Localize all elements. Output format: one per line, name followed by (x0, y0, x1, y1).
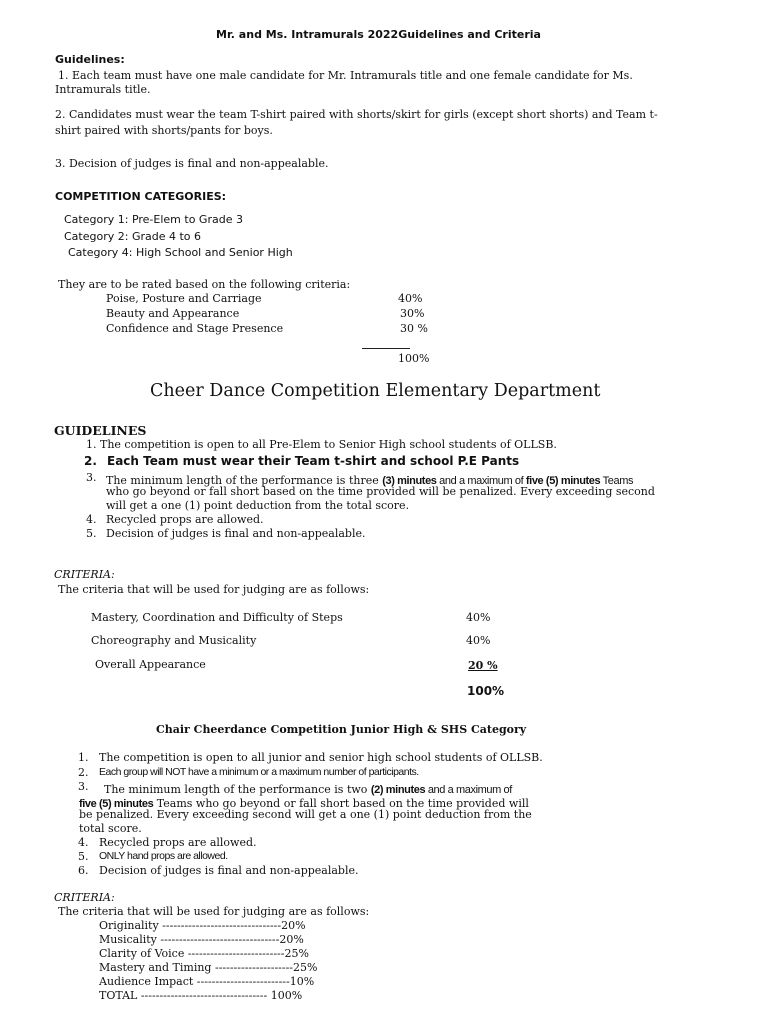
chair-item: The competition is open to all junior and senior high school students of OLLSB. (99, 751, 543, 764)
guideline-2-line-2: shirt paired with shorts/pants for boys. (55, 124, 273, 137)
category-item: Category 4: High School and Senior High (68, 246, 293, 259)
cheer-criteria-name: Choreography and Musicality (91, 634, 257, 647)
cheer-guideline-3-line-3: will get a one (1) point deduction from the total score. (106, 499, 410, 512)
chair-criteria-line: Mastery and Timing ---------------------25% (99, 961, 318, 974)
cheer-criteria-value: 40% (466, 634, 491, 647)
cheer-criteria-heading: CRITERIA: (54, 568, 115, 581)
guideline-1-line-1: 1. Each team must have one male candidate for Mr. Intramurals title and one female candidate for Ms. (58, 69, 633, 82)
text-run-bold: five (5) minutes (525, 475, 601, 487)
cheer-guideline-3-line-2: who go beyond or fall short based on the time provided will be penalized. Every exceeding second (106, 485, 655, 498)
guideline-3: 3. Decision of judges is final and non-appealable. (55, 157, 329, 170)
cheer-guideline-1: 1. The competition is open to all Pre-Elem to Senior High school students of OLLSB. (86, 438, 557, 451)
chair-item: Each group will NOT have a minimum or a maximum number of participants. (99, 766, 419, 778)
categories-heading: COMPETITION CATEGORIES: (55, 190, 227, 203)
chair-criteria-line: Originality --------------------------------20% (99, 919, 306, 932)
text-run: Teams (600, 475, 634, 487)
criteria-name: Poise, Posture and Carriage (106, 292, 262, 305)
cheer-guidelines-heading: GUIDELINES (54, 423, 147, 438)
text-run-bold: five (5) minutes (79, 798, 154, 810)
cheer-title: Cheer Dance Competition Elementary Department (150, 381, 601, 401)
criteria-name: Confidence and Stage Presence (106, 322, 284, 335)
criteria-value: 40% (398, 292, 423, 305)
cheer-guideline-5-num: 5. (86, 527, 97, 540)
chair-item-num: 5. (78, 850, 89, 863)
chair-item-num: 3. (78, 780, 89, 793)
chair-item-num: 2. (78, 766, 89, 779)
chair-criteria-line: Audience Impact -------------------------10% (99, 975, 315, 988)
chair-criteria-intro: The criteria that will be used for judging are as follows: (58, 905, 370, 918)
cheer-guideline-4-num: 4. (86, 513, 97, 526)
text-run: Teams who go beyond or fall short based on the time provided will (153, 797, 529, 810)
text-run: The minimum length of the performance is two (104, 783, 371, 796)
page-title: Mr. and Ms. Intramurals 2022Guidelines and Criteria (216, 28, 541, 41)
cheer-criteria-total: 100% (467, 684, 505, 698)
guideline-2-line-1: 2. Candidates must wear the team T-shirt paired with shorts/skirt for girls (except short shorts) and Team t- (55, 108, 658, 121)
cheer-criteria-value: 40% (466, 611, 491, 624)
criteria-name: Beauty and Appearance (106, 307, 240, 320)
guideline-1-line-2: Intramurals title. (55, 83, 151, 96)
criteria-intro: They are to be rated based on the following criteria: (58, 278, 351, 291)
chair-item-3-line-4: total score. (79, 822, 142, 835)
guidelines-heading: Guidelines: (55, 53, 125, 66)
cheer-guideline-5: Decision of judges is final and non-appealable. (106, 527, 366, 540)
chair-item: Recycled props are allowed. (99, 836, 257, 849)
chair-item-num: 4. (78, 836, 89, 849)
cheer-guideline-4: Recycled props are allowed. (106, 513, 264, 526)
cheer-criteria-intro: The criteria that will be used for judging are as follows: (58, 583, 370, 596)
total-rule (362, 348, 410, 349)
chair-item: Decision of judges is final and non-appealable. (99, 864, 359, 877)
chair-criteria-total: TOTAL ---------------------------------- 100% (99, 989, 303, 1002)
chair-item-num: 6. (78, 864, 89, 877)
chair-criteria-line: Musicality --------------------------------20% (99, 933, 304, 946)
text-run: and a maximum of (425, 784, 512, 796)
cheer-guideline-2: Each Team must wear their Team t-shirt and school P.E Pants (107, 454, 520, 468)
category-item: Category 1: Pre-Elem to Grade 3 (64, 213, 243, 226)
chair-criteria-line: Clarity of Voice --------------------------25% (99, 947, 309, 960)
cheer-guideline-3-num: 3. (86, 471, 97, 484)
text-run-bold: (2) minutes (370, 784, 426, 796)
chair-title: Chair Cheerdance Competition Junior High & SHS Category (156, 723, 527, 736)
criteria-value: 30% (400, 307, 425, 320)
text-run: and a maximum of (436, 475, 526, 487)
chair-criteria-heading: CRITERIA: (54, 891, 115, 904)
category-item: Category 2: Grade 4 to 6 (64, 230, 202, 243)
criteria-total: 100% (398, 352, 430, 365)
chair-item: ONLY hand props are allowed. (99, 850, 228, 862)
cheer-guideline-2-num: 2. (84, 454, 97, 468)
chair-item-num: 1. (78, 751, 89, 764)
criteria-value: 30 % (400, 322, 428, 335)
text-run-bold: (3) minutes (382, 475, 437, 487)
cheer-criteria-name: Mastery, Coordination and Difficulty of Steps (91, 611, 343, 624)
chair-item-3-line-3: be penalized. Every exceeding second will get a one (1) point deduction from the (79, 808, 532, 821)
cheer-criteria-value: 20 % (468, 659, 498, 672)
text-run: The minimum length of the performance is three (106, 474, 383, 487)
cheer-criteria-name: Overall Appearance (95, 658, 206, 671)
